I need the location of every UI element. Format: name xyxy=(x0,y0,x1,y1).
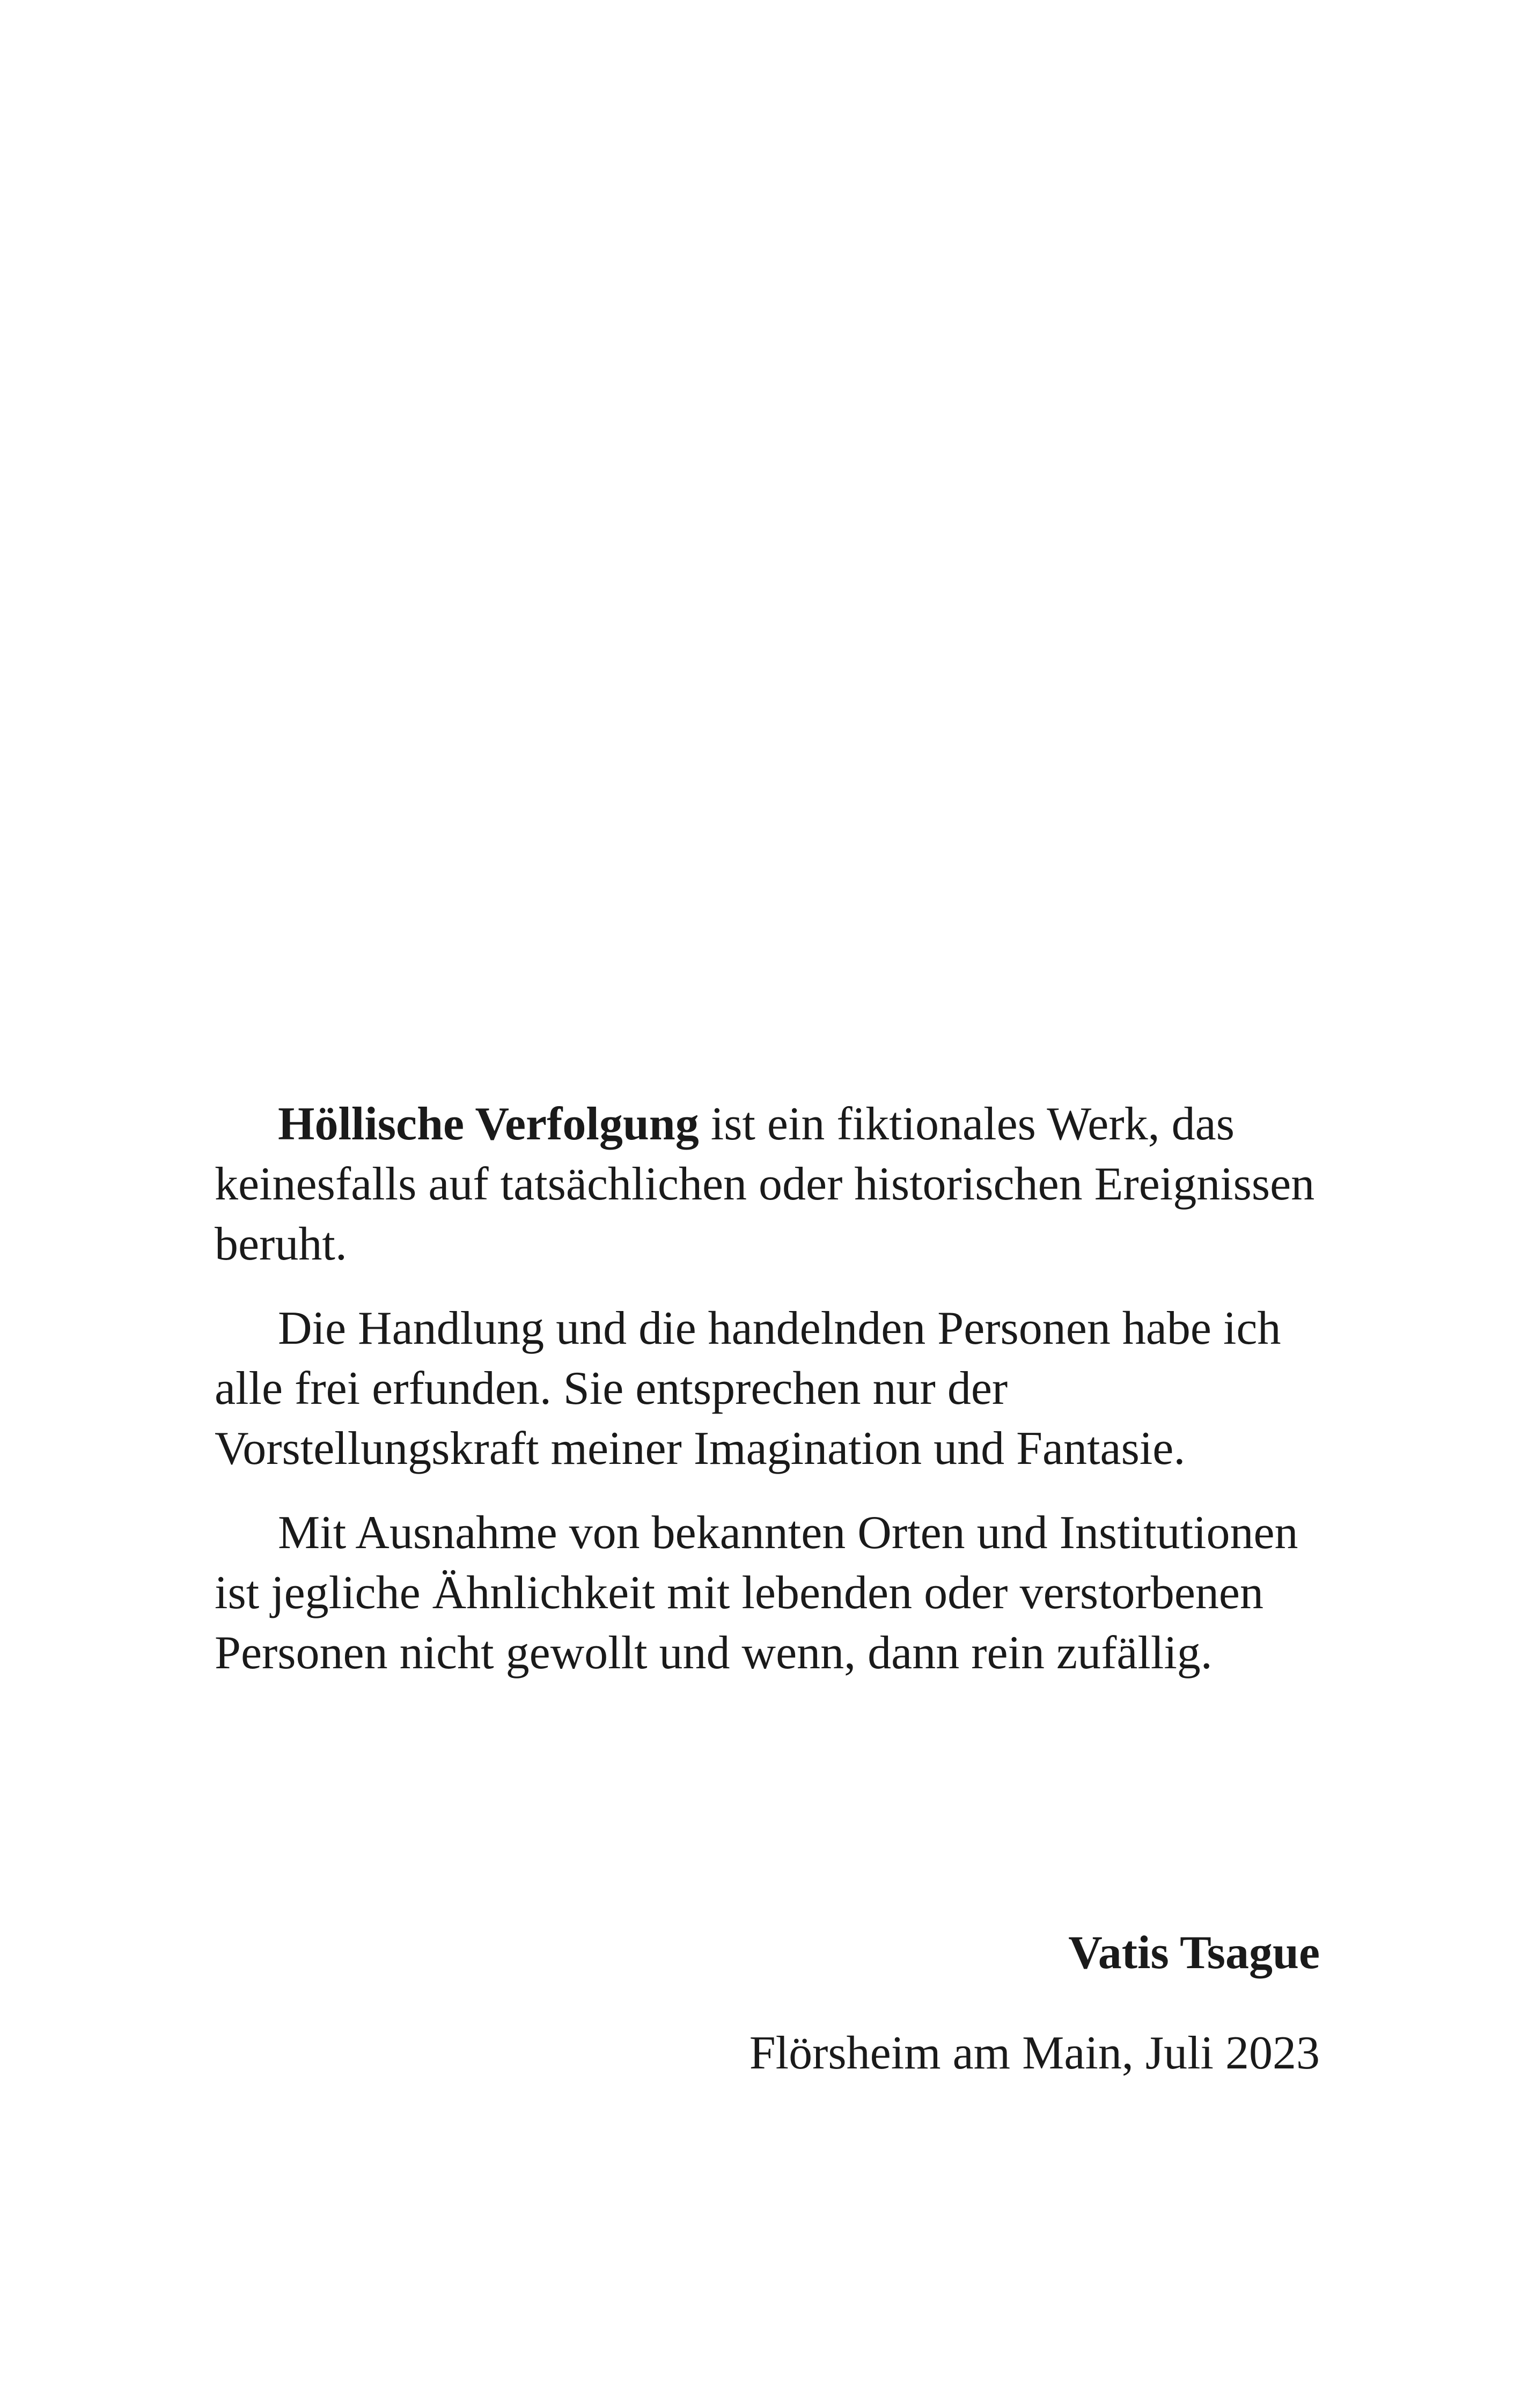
disclaimer-paragraph-2: Die Handlung und die handelnden Personen habe ich alle frei erfunden. Sie entsprechen nur der Vorstellungskraft meiner Imagination und Fantasie. xyxy=(215,1302,1281,1475)
disclaimer-text xyxy=(215,1094,1320,1707)
disclaimer-paragraph-1-text: ist ein fiktionales Werk, das keinesfalls auf tatsächlichen oder historischen Ereignissen beruht. xyxy=(215,1098,1315,1270)
disclaimer-paragraph-1 xyxy=(215,1094,1320,1275)
disclaimer-paragraph-3: Mit Ausnahme von bekannten Orten und Institutionen ist jegliche Ähnlichkeit mit lebenden oder verstorbenen Personen nicht gewollt und wenn, dann rein zufällig. xyxy=(215,1507,1298,1679)
signature-block xyxy=(750,1923,1320,2083)
book-title: Höllische Verfolgung xyxy=(278,1098,699,1150)
place-date: Flörsheim am Main, Juli 2023 xyxy=(749,2027,1320,2079)
author-name: Vatis Tsague xyxy=(1068,1927,1320,1979)
